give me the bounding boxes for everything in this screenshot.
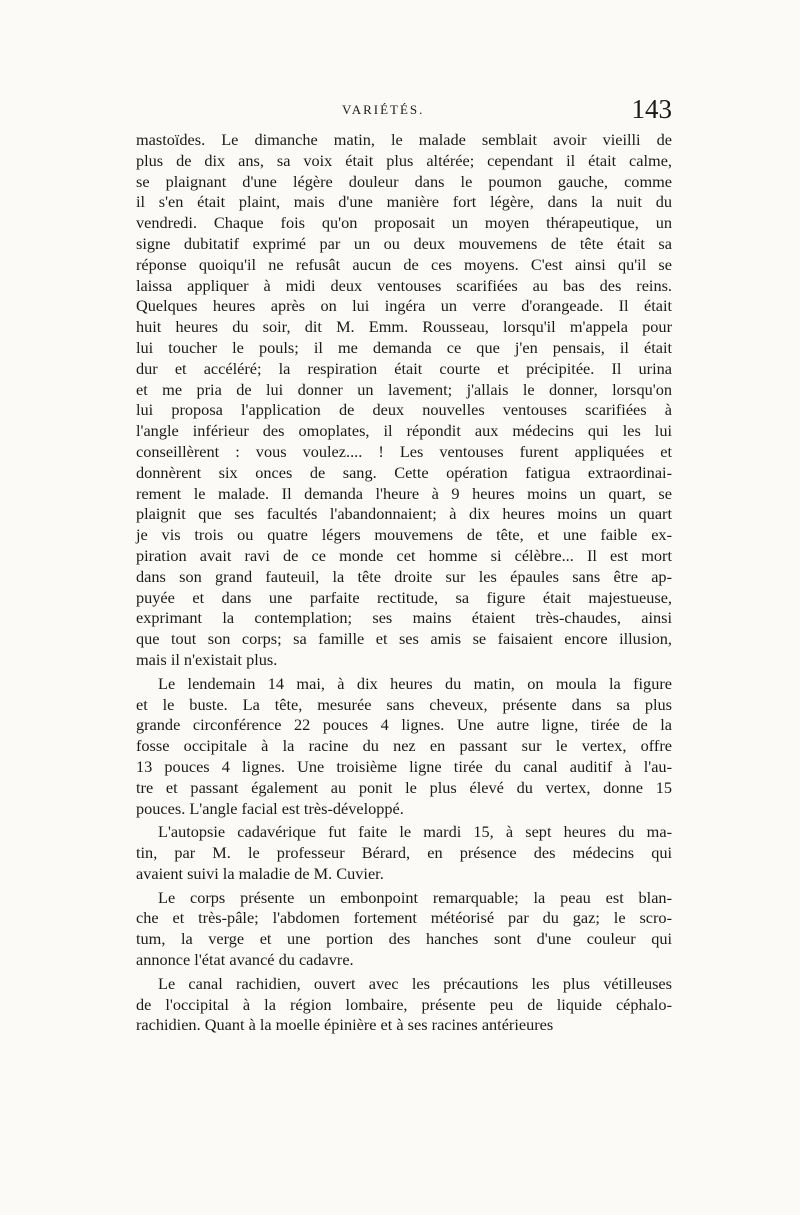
text-line: se plaignant d'une légère douleur dans le poumon gauche, comme [136, 171, 672, 191]
text-line: dans son grand fauteuil, la tête droite sur les épaules sans être ap- [136, 566, 672, 586]
text-line: annonce l'état avancé du cadavre. [136, 950, 354, 970]
text-line: exprimant la contemplation; ses mains étaient très-chaudes, ainsi [136, 608, 672, 628]
text-line: et me pria de lui donner un lavement; j'allais le donner, lorsqu'on [136, 379, 672, 399]
paragraph [136, 130, 672, 671]
text-line: signe dubitatif exprimé par un ou deux mouvemens de tête était sa [136, 233, 672, 253]
text-line: lui proposa l'application de deux nouvelles ventouses scarifiées à [136, 400, 672, 420]
text-line: mastoïdes. Le dimanche matin, le malade semblait avoir vieilli de [136, 130, 672, 149]
text-line: rachidien. Quant à la moelle épinière et à ses racines antérieures [136, 1015, 554, 1035]
text-line: tin, par M. le professeur Bérard, en présence des médecins qui [136, 843, 672, 863]
running-title: VARIÉTÉS. [342, 102, 425, 117]
text-line: je vis trois ou quatre légers mouvemens de tête, et une faible ex- [136, 525, 672, 545]
text-line: lui toucher le pouls; il me demanda ce que j'en pensais, il était [136, 337, 672, 357]
text-line: tum, la verge et une portion des hanches sont d'une couleur qui [136, 929, 672, 949]
text-line: fosse occipitale à la racine du nez en passant sur le vertex, offre [136, 736, 672, 756]
text-line: grande circonférence 22 pouces 4 lignes. Une autre ligne, tirée de la [136, 715, 672, 735]
text-line: que tout son corps; sa famille et ses amis se faisaient encore illusion, [136, 629, 672, 649]
body-text [136, 130, 672, 1039]
text-line: Quelques heures après on lui ingéra un verre d'orangeade. Il était [136, 296, 672, 316]
text-line: conseillèrent : vous voulez.... ! Les ventouses furent appliquées et [136, 441, 672, 461]
text-line: laissa appliquer à midi deux ventouses scarifiées au bas des reins. [136, 275, 672, 295]
text-line: donnèrent six onces de sang. Cette opération fatigua extraordinai- [136, 462, 672, 482]
paragraph [136, 974, 672, 1036]
text-line: L'autopsie cadavérique fut faite le mardi 15, à sept heures du ma- [158, 822, 672, 842]
text-line: mais il n'existait plus. [136, 649, 278, 669]
text-line: Le lendemain 14 mai, à dix heures du matin, on moula la figure [158, 673, 672, 693]
text-line: plus de dix ans, sa voix était plus altérée; cependant il était calme, [136, 150, 672, 170]
paragraph [136, 822, 672, 884]
text-line: piration avait ravi de ce monde cet homme si célèbre... Il est mort [136, 545, 672, 565]
text-line: pouces. L'angle facial est très-développé. [136, 798, 404, 818]
text-line: Le corps présente un embonpoint remarquable; la peau est blan- [158, 887, 672, 907]
text-line: vendredi. Chaque fois qu'on proposait un moyen thérapeutique, un [136, 213, 672, 233]
text-line: de l'occipital à la région lombaire, présente peu de liquide céphalo- [136, 994, 672, 1014]
text-line: puyée et dans une parfaite rectitude, sa figure était majestueuse, [136, 587, 672, 607]
paragraph [136, 674, 672, 820]
text-line: avaient suivi la maladie de M. Cuvier. [136, 863, 384, 883]
text-line: huit heures du soir, dit M. Emm. Rousseau, lorsqu'il m'appela pour [136, 317, 672, 337]
page-number: 143 [631, 94, 672, 124]
paragraph [136, 888, 672, 971]
text-line: tre et passant également au ponit le plus élevé du vertex, donne 15 [136, 777, 672, 797]
text-line: plaignit que ses facultés l'abandonnaient; à dix heures moins un quart [136, 504, 672, 524]
text-line: dur et accéléré; la respiration était courte et précipitée. Il urina [136, 358, 672, 378]
text-line: il s'en était plaint, mais d'une manière fort légère, dans la nuit du [136, 192, 672, 212]
text-line: che et très-pâle; l'abdomen fortement météorisé par du gaz; le scro- [136, 908, 672, 928]
text-line: l'angle inférieur des omoplates, il répondit aux médecins qui les lui [136, 421, 672, 441]
text-line: et le buste. La tête, mesurée sans cheveux, présente dans sa plus [136, 694, 672, 714]
text-line: rement le malade. Il demanda l'heure à 9 heures moins un quart, se [136, 483, 672, 503]
text-line: Le canal rachidien, ouvert avec les précautions les plus vétilleuses [158, 973, 672, 993]
text-line: 13 pouces 4 lignes. Une troisième ligne tirée du canal auditif à l'au- [136, 756, 672, 776]
text-line: réponse quoiqu'il ne refusât aucun de ces moyens. C'est ainsi qu'il se [136, 254, 672, 274]
running-head [132, 96, 672, 130]
